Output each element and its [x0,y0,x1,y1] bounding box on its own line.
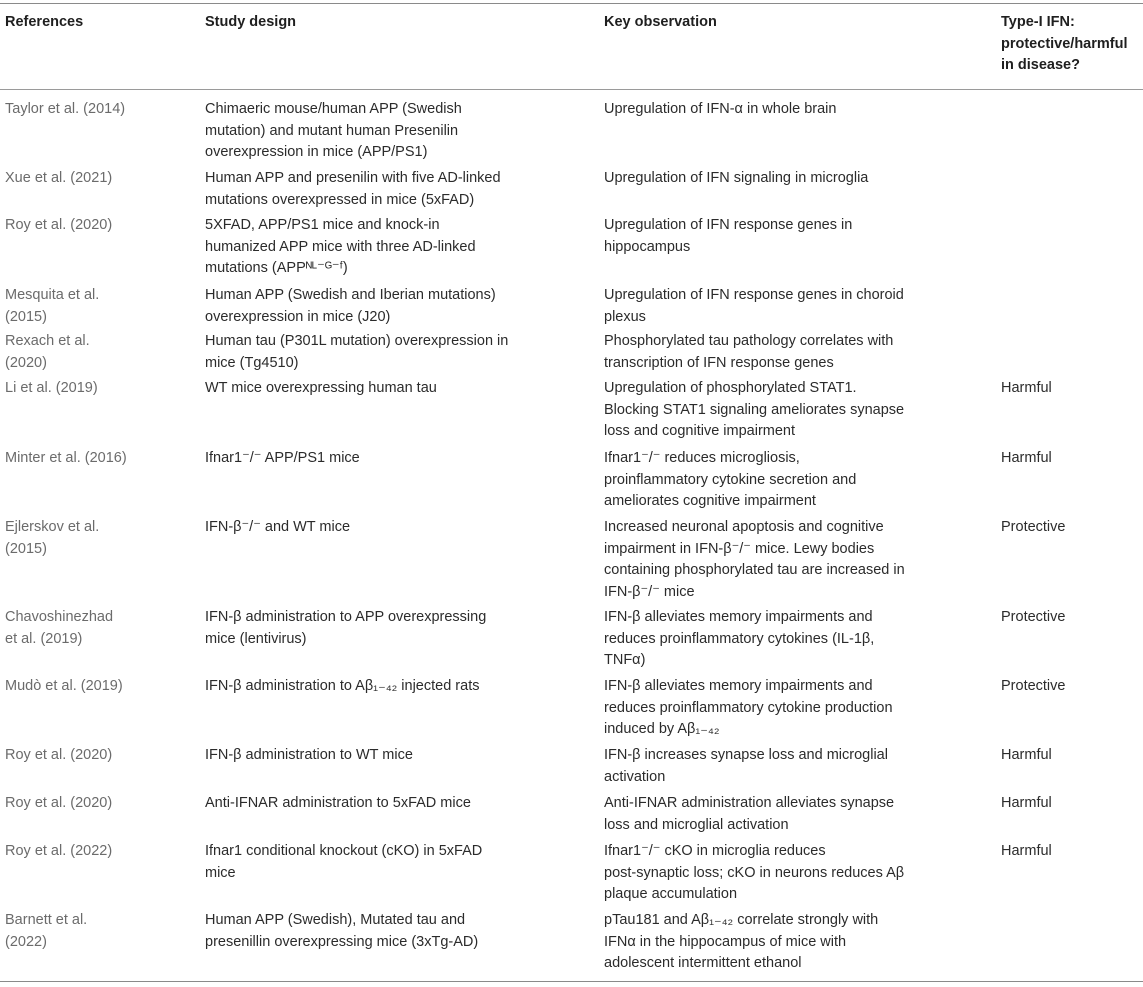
study-design-cell: Human APP (Swedish), Mutated tau and presenillin overexpressing mice (3xTg-AD) [205,912,479,950]
reference-cell: Minter et al. (2016) [5,450,127,466]
header-study-design: Study design [205,14,297,30]
ifn-effect-cell: Harmful [1001,747,1052,763]
ifn-effect-cell: Harmful [1001,843,1052,859]
study-design-cell: Anti-IFNAR administration to 5xFAD mice [205,795,471,811]
reference-cell: Li et al. (2019) [5,380,98,396]
ifn-effect-cell: Protective [1001,609,1066,625]
key-observation-cell: Ifnar1⁻/⁻ cKO in microglia reduces post-synaptic loss; cKO in neurons reduces Aβ plaque accumulation [604,843,905,902]
reference-cell: Roy et al. (2020) [5,747,113,763]
key-observation-cell: IFN-β alleviates memory impairments and reduces proinflammatory cytokine production induced by Aβ₁₋₄₂ [604,678,893,737]
study-design-cell: Chimaeric mouse/human APP (Swedish mutation) and mutant human Presenilin overexpression in mice (APP/PS1) [205,101,462,160]
key-observation-cell: Upregulation of IFN response genes in choroid plexus [604,287,904,325]
study-design-cell: WT mice overexpressing human tau [205,380,437,396]
ifn-effect-cell: Protective [1001,519,1066,535]
reference-cell: Roy et al. (2022) [5,843,113,859]
study-design-cell: Human APP (Swedish and Iberian mutations) overexpression in mice (J20) [205,287,496,325]
key-observation-cell: Upregulation of phosphorylated STAT1. Blocking STAT1 signaling ameliorates synapse loss and cognitive impairment [604,380,905,439]
study-design-cell: Ifnar1 conditional knockout (cKO) in 5xFAD mice [205,843,483,881]
reference-cell: Roy et al. (2020) [5,795,113,811]
reference-cell: Chavoshinezhad et al. (2019) [5,609,114,647]
reference-cell: Roy et al. (2020) [5,217,113,233]
key-observation-cell: Phosphorylated tau pathology correlates with transcription of IFN response genes [604,333,894,371]
key-observation-cell: Increased neuronal apoptosis and cognitive impairment in IFN-β⁻/⁻ mice. Lewy bodies containing phosphorylated tau are increased in IFN-β⁻/⁻ mice [604,519,905,600]
table-top-rule [0,3,1143,4]
study-design-cell: Human tau (P301L mutation) overexpression in mice (Tg4510) [205,333,509,371]
header-key-observation: Key observation [604,14,717,30]
study-design-cell: IFN-β⁻/⁻ and WT mice [205,519,351,535]
ifn-effect-cell: Protective [1001,678,1066,694]
ifn-effect-cell: Harmful [1001,795,1052,811]
key-observation-cell: Anti-IFNAR administration alleviates synapse loss and microglial activation [604,795,895,833]
reference-cell: Ejlerskov et al. (2015) [5,519,100,557]
study-design-cell: IFN-β administration to WT mice [205,747,413,763]
table-bottom-rule [0,981,1143,982]
key-observation-cell: Ifnar1⁻/⁻ reduces microgliosis, proinflammatory cytokine secretion and ameliorates cognitive impairment [604,450,857,509]
reference-cell: Mudò et al. (2019) [5,678,123,694]
table-header-rule [0,89,1143,90]
reference-cell: Taylor et al. (2014) [5,101,126,117]
reference-cell: Xue et al. (2021) [5,170,113,186]
key-observation-cell: Upregulation of IFN-α in whole brain [604,101,837,117]
study-design-cell: 5XFAD, APP/PS1 mice and knock-in humanized APP mice with three AD-linked mutations (APPᴺᴸ⁻ᴳ⁻ᶠ) [205,217,476,276]
ifn-effect-cell: Harmful [1001,380,1052,396]
reference-cell: Mesquita et al. (2015) [5,287,100,325]
key-observation-cell: IFN-β alleviates memory impairments and reduces proinflammatory cytokines (IL-1β, TNFα) [604,609,875,668]
header-references: References [5,14,84,30]
study-design-cell: Human APP and presenilin with five AD-linked mutations overexpressed in mice (5xFAD) [205,170,501,208]
header-type-i-ifn: Type-I IFN: protective/harmful in disease? [1001,14,1128,73]
key-observation-cell: Upregulation of IFN response genes in hippocampus [604,217,853,255]
key-observation-cell: Upregulation of IFN signaling in microglia [604,170,869,186]
study-design-cell: IFN-β administration to APP overexpressing mice (lentivirus) [205,609,487,647]
key-observation-cell: pTau181 and Aβ₁₋₄₂ correlate strongly with IFNα in the hippocampus of mice with adolescent intermittent ethanol [604,912,879,971]
ifn-effect-cell: Harmful [1001,450,1052,466]
study-design-cell: Ifnar1⁻/⁻ APP/PS1 mice [205,450,360,466]
reference-cell: Barnett et al. (2022) [5,912,88,950]
key-observation-cell: IFN-β increases synapse loss and microglial activation [604,747,888,785]
study-design-cell: IFN-β administration to Aβ₁₋₄₂ injected rats [205,678,480,694]
reference-cell: Rexach et al. (2020) [5,333,90,371]
